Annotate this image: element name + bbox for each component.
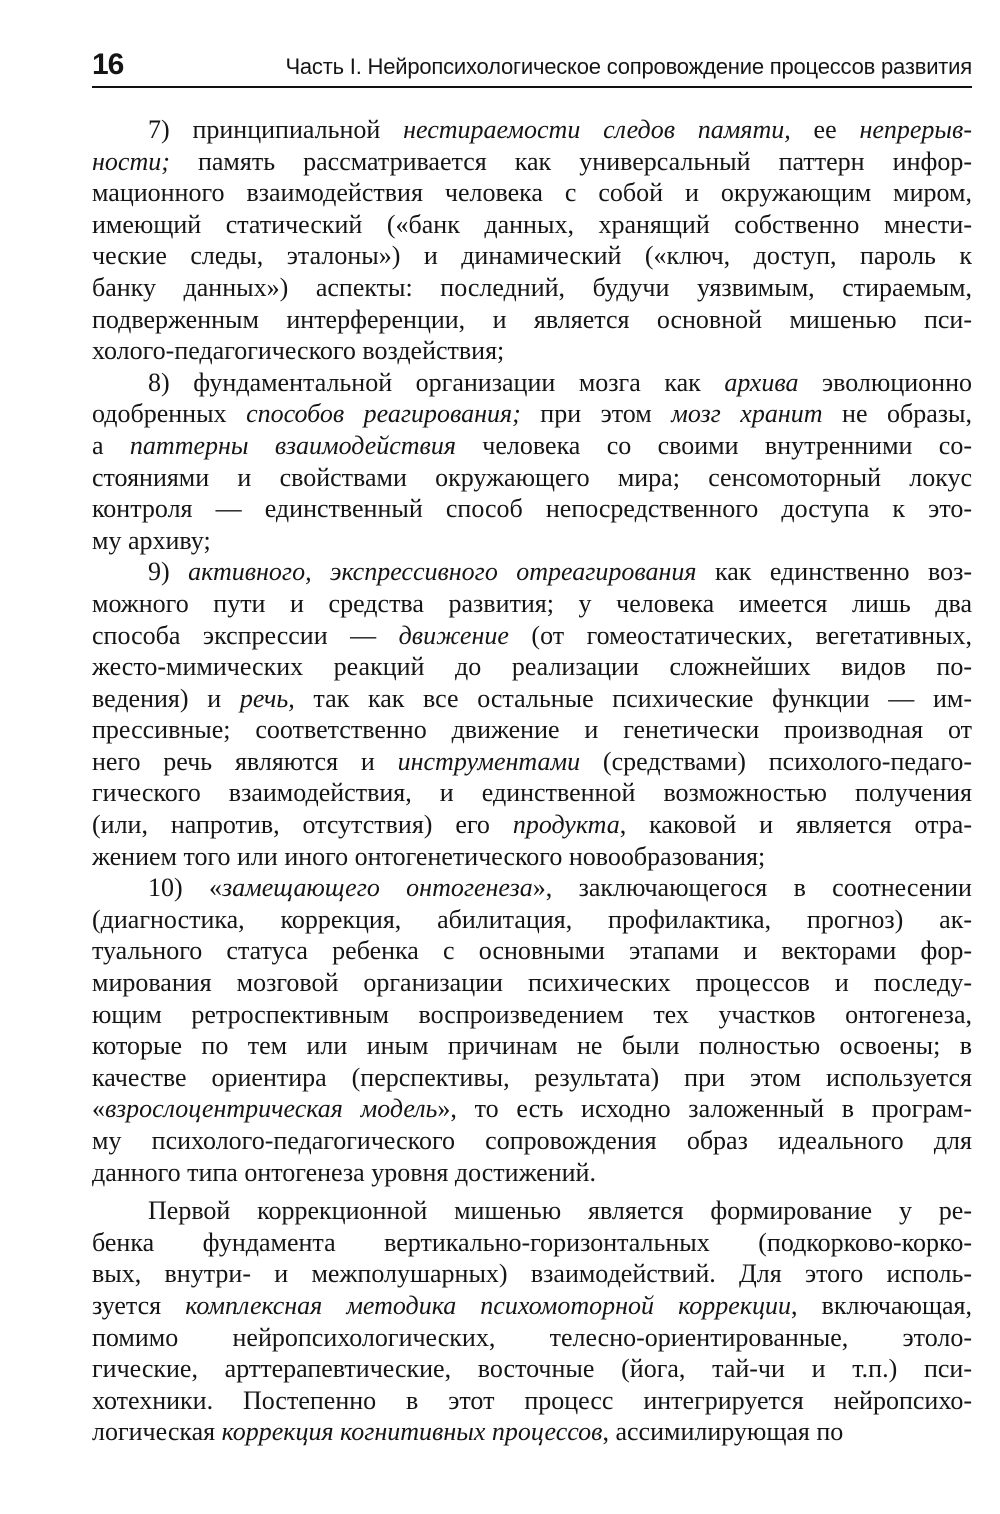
text-line xyxy=(92,398,972,430)
text-span: мационного взаимодействия человека с собой и окружающим миром, xyxy=(92,178,972,208)
text-span: человека со своими внутренними со- xyxy=(455,430,972,460)
text-span: холого-педагогического воздействия; xyxy=(92,336,505,366)
text-line xyxy=(92,177,972,209)
text-span: гические, арттерапевтические, восточные (йога, тай-чи и т.п.) пси- xyxy=(92,1354,972,1384)
text-span: зуется xyxy=(92,1290,186,1320)
text-span: имеющий статический («банк данных, хранящий собственно мнести- xyxy=(92,209,972,239)
text-line xyxy=(92,714,972,746)
text-span: », заключающегося в соотнесении xyxy=(532,873,972,903)
italic-span: ности; xyxy=(92,146,170,176)
text-span: ведения) и xyxy=(92,683,240,713)
text-line xyxy=(92,1416,972,1448)
text-span: а xyxy=(92,430,130,460)
text-span: ее xyxy=(790,115,860,144)
text-line xyxy=(92,967,972,999)
text-line xyxy=(92,525,972,557)
text-line xyxy=(92,1125,972,1157)
text-span: « xyxy=(92,1094,105,1124)
italic-span: архива xyxy=(724,367,799,397)
text-line xyxy=(92,620,972,652)
text-span: так как все остальные психические функции — им- xyxy=(294,683,972,713)
text-line xyxy=(92,1030,972,1062)
text-line xyxy=(92,777,972,809)
text-line xyxy=(92,683,972,715)
body-text xyxy=(92,114,972,1448)
text-line xyxy=(92,1227,972,1259)
text-span: как единственно воз- xyxy=(696,557,972,587)
text-line xyxy=(92,493,972,525)
italic-span: продукта xyxy=(512,810,620,840)
text-span: него речь являются и xyxy=(92,746,398,776)
italic-span: взрослоцентрическая модель xyxy=(105,1094,438,1124)
text-line xyxy=(92,272,972,304)
text-line xyxy=(92,209,972,241)
italic-span: замещающего онтогенеза xyxy=(222,873,533,903)
text-line xyxy=(92,1385,972,1417)
text-span: контроля — единственный способ непосредственного доступа к это- xyxy=(92,494,972,524)
text-span: , каковой и является отра- xyxy=(619,810,972,840)
text-line xyxy=(92,556,972,588)
text-span: , ассимилирующая по xyxy=(602,1417,844,1447)
italic-span: речь, xyxy=(239,683,295,713)
text-line xyxy=(92,462,972,494)
text-span: способа экспрессии — xyxy=(92,620,399,650)
text-line xyxy=(92,935,972,967)
text-span: Первой коррекционной мишенью является формирование у ре- xyxy=(148,1196,972,1226)
italic-span: нестираемости следов памяти, xyxy=(403,115,791,144)
text-span: банку данных») аспекты: последний, будучи уязвимым, стираемым, xyxy=(92,272,972,302)
text-line xyxy=(92,872,972,904)
text-span: качестве ориентира (перспективы, результата) при этом используется xyxy=(92,1062,972,1092)
running-title: Часть I. Нейропсихологическое сопровождение процессов развития xyxy=(285,54,972,79)
italic-span: комплексная методика психомоторной коррекции xyxy=(185,1290,791,1320)
text-line xyxy=(92,809,972,841)
text-span: логическая xyxy=(92,1417,222,1447)
text-span: жением того или иного онтогенетического новообразования; xyxy=(92,841,766,871)
text-line xyxy=(92,1353,972,1385)
text-span: , включающая, xyxy=(791,1290,972,1320)
text-span: 10) « xyxy=(148,873,222,903)
text-span: ющим ретроспективным воспроизведением тех участков онтогенеза, xyxy=(92,999,972,1029)
italic-span: активного, экспрессивного отреагирования xyxy=(188,557,697,587)
text-span: 9) xyxy=(148,557,189,587)
text-span: хотехники. Постепенно в этот процесс интегрируется нейропсихо- xyxy=(92,1385,972,1415)
text-line xyxy=(92,651,972,683)
text-span: эволюционно xyxy=(798,367,972,397)
text-span: му архиву; xyxy=(92,525,211,555)
text-span: бенка фундамента вертикально-горизонтальных (подкорково-корко- xyxy=(92,1227,972,1257)
italic-span: паттерны взаимодействия xyxy=(129,430,456,460)
text-span: », то есть исходно заложенный в програм- xyxy=(437,1094,972,1124)
page-number: 16 xyxy=(92,48,124,81)
text-span: не образы, xyxy=(822,399,972,429)
text-line xyxy=(92,114,972,146)
text-span: 7) принципиальной xyxy=(148,115,404,144)
text-line xyxy=(92,1290,972,1322)
text-span: вых, внутри- и межполушарных) взаимодействий. Для этого исполь- xyxy=(92,1259,972,1289)
text-span: одобренных xyxy=(92,399,247,429)
text-line xyxy=(92,240,972,272)
text-line xyxy=(92,1062,972,1094)
text-line xyxy=(92,335,972,367)
text-span: жесто-мимических реакций до реализации сложнейших видов по- xyxy=(92,652,972,682)
text-line xyxy=(92,1258,972,1290)
italic-span: непрерыв- xyxy=(859,115,972,144)
text-span: память рассматривается как универсальный паттерн инфор- xyxy=(169,146,972,176)
text-line xyxy=(92,430,972,462)
paragraph-gap xyxy=(92,1188,972,1195)
text-span: 8) фундаментальной организации мозга как xyxy=(148,367,725,397)
italic-span: инструментами xyxy=(397,746,581,776)
text-span: (диагностика, коррекция, абилитация, профилактика, прогноз) ак- xyxy=(92,904,972,934)
text-line xyxy=(92,304,972,336)
text-line xyxy=(92,588,972,620)
text-line xyxy=(92,1322,972,1354)
text-span: туального статуса ребенка с основными этапами и векторами фор- xyxy=(92,936,972,966)
text-line xyxy=(92,1195,972,1227)
text-span: гического взаимодействия, и единственной возможностью получения xyxy=(92,778,972,808)
text-span: (от гомеостатических, вегетативных, xyxy=(508,620,972,650)
text-span: можного пути и средства развития; у человека имеется лишь два xyxy=(92,588,972,618)
text-line xyxy=(92,904,972,936)
text-span: которые по тем или иным причинам не были полностью освоены; в xyxy=(92,1031,972,1061)
text-span: му психолого-педагогического сопровождения образ идеального для xyxy=(92,1126,972,1155)
italic-span: движение xyxy=(398,620,509,650)
text-span: мирования мозговой организации психических процессов и последу- xyxy=(92,968,972,998)
text-line xyxy=(92,746,972,778)
text-line xyxy=(92,146,972,178)
italic-span: способов реагирования; xyxy=(246,399,521,429)
text-span: при этом xyxy=(520,399,672,429)
text-line xyxy=(92,999,972,1031)
text-span: стояниями и свойствами окружающего мира; сенсомоторный локус xyxy=(92,462,972,492)
text-span: (или, напротив, отсутствия) его xyxy=(92,810,513,840)
text-span: помимо нейропсихологических, телесно-ориентированные, этоло- xyxy=(92,1322,972,1352)
italic-span: мозг хранит xyxy=(671,399,823,429)
page-header xyxy=(92,40,972,88)
text-line xyxy=(92,1093,972,1125)
text-span: (средствами) психолого-педаго- xyxy=(580,746,972,776)
text-line xyxy=(92,841,972,873)
text-span: прессивные; соответственно движение и генетически производная от xyxy=(92,715,972,745)
text-line xyxy=(92,1157,972,1189)
text-span: подверженным интерференции, и является основной мишенью пси- xyxy=(92,304,972,334)
text-span: ческие следы, эталоны») и динамический («ключ, доступ, пароль к xyxy=(92,241,972,271)
text-span: данного типа онтогенеза уровня достижений. xyxy=(92,1157,596,1187)
italic-span: коррекция когнитивных процессов xyxy=(221,1417,603,1447)
text-line xyxy=(92,367,972,399)
